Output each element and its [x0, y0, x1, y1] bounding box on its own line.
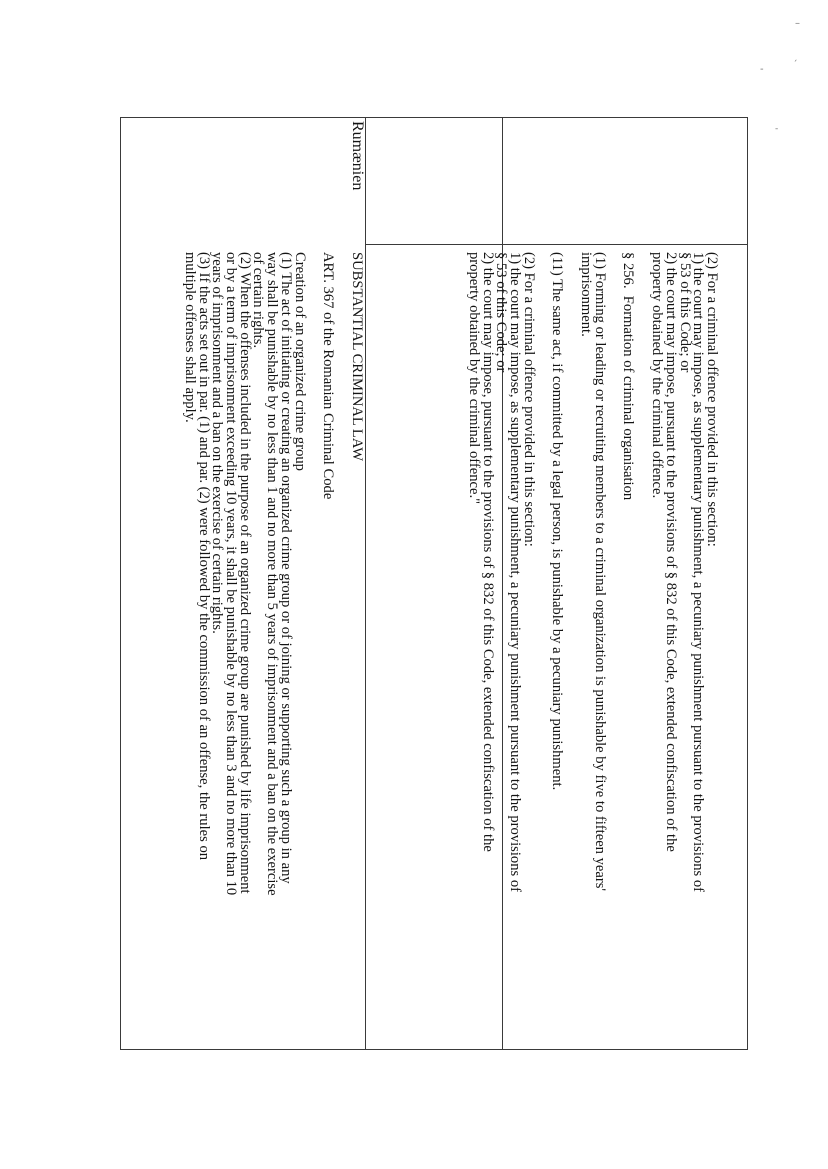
text-line: Creation of an organized crime group: [291, 252, 308, 471]
text-line: way shall be punishable by no less than 1 and no more than 5 years of imprisonment and a ban on the exercise: [264, 252, 281, 896]
row-romania-text: [182, 252, 363, 1042]
text-line: multiple offenses shall apply.: [181, 252, 198, 423]
text-line: (1) Forming or leading or recruiting members to a criminal organization is punishable by five to fifteen years': [591, 252, 608, 892]
text-line: years of imprisonment and a ban on the exercise of certain rights.: [209, 252, 226, 634]
text-line: 1) the court may impose, as supplementary punishment, a pecuniary punishment pursuant to the provisions of: [690, 252, 707, 892]
text-line: property obtained by the criminal offence.: [649, 252, 666, 499]
rotated-page: [120, 117, 748, 1050]
text-line: or by a term of imprisonment exceeding 10 years, it shall be punishable by no less than 3 and no more than 10: [223, 252, 240, 896]
text-line: (2) For a criminal offence provided in this section:: [704, 252, 720, 547]
row-estonia-text: [466, 252, 718, 1042]
paragraph: [649, 252, 718, 1042]
paragraph: [550, 252, 564, 1042]
scan-mark-tick: ˊ: [793, 60, 798, 70]
text-line: property obtained by the criminal offence.": [465, 252, 482, 505]
paragraph: [621, 252, 635, 1042]
text-line: § 53 of this Code; or: [493, 252, 510, 373]
text-line: (2) For a criminal offence provided in this section:: [520, 252, 537, 547]
text-line: of certain rights.: [250, 252, 267, 349]
text-line: (11) The same act, if committed by a legal person, is punishable by a pecuniary punishment.: [549, 252, 566, 791]
text-line: (3) If the acts set out in par. (1) and par. (2) were followed by the commission of an offense, the rules on: [195, 252, 212, 861]
text-line: 2) the court may impose, pursuant to the provisions of § 832 of this Code, extended confiscation of the: [479, 252, 496, 852]
paragraph: [466, 252, 535, 1042]
paragraph: [349, 252, 363, 1042]
country-label: Rumænien: [349, 121, 366, 191]
section-heading: SUBSTANTIAL CRIMINAL LAW: [349, 252, 365, 461]
table-line-middle: [365, 117, 366, 1050]
text-line: § 53 of this Code; or: [676, 252, 693, 373]
table-line-column: [366, 244, 748, 245]
scan-mark-dash-2: -: [775, 124, 779, 134]
paragraph: [181, 252, 308, 1042]
article-title: ART. 367 of the Romanian Criminal Code: [320, 252, 337, 500]
section-heading: § 256. Formation of criminal organisation: [620, 252, 637, 501]
scan-mark-dot: -: [760, 64, 764, 75]
paragraph: [321, 252, 335, 1042]
text-line: (2) When the offenses included in the purpose of an organized crime group are punished by life imprisonment: [236, 252, 253, 894]
text-line: imprisonment.: [578, 252, 595, 337]
paragraph: [578, 252, 608, 1042]
text-line: 1) the court may impose, as supplementary punishment, a pecuniary punishment pursuant to the provisions of: [506, 252, 523, 892]
text-line: 2) the court may impose, pursuant to the provisions of § 832 of this Code, extended confiscation of the: [662, 252, 679, 852]
text-line: (1) The act of initiating or creating an organized crime group or of joining or supporting such a group in any: [277, 252, 294, 884]
scan-mark-dash: –: [795, 18, 800, 29]
